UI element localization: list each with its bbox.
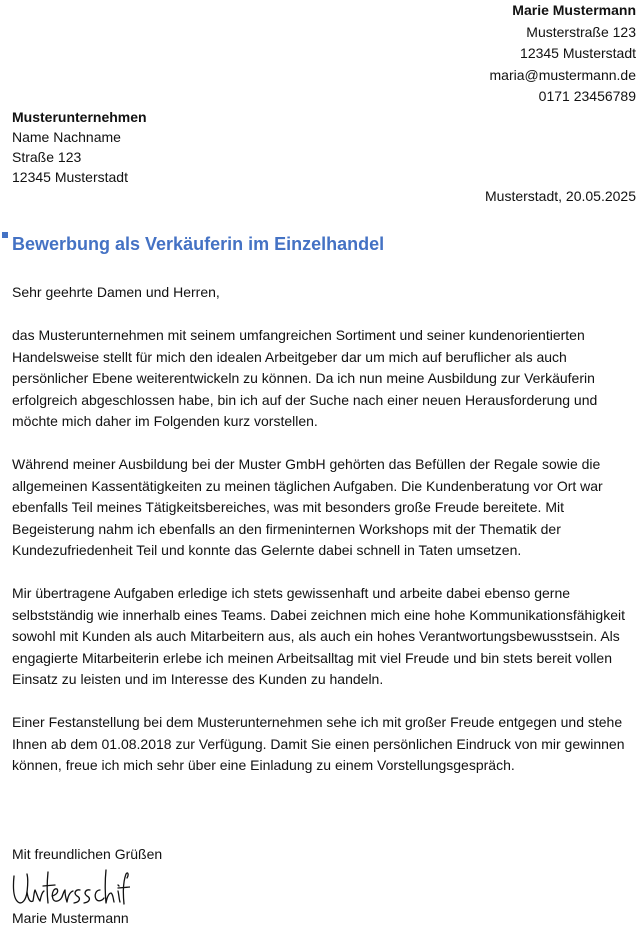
subject-line: Bewerbung als Verkäuferin im Einzelhandel [12, 234, 385, 254]
recipient-block [12, 107, 147, 187]
paragraph-skills: Mir übertragene Aufgaben erledige ich stets gewissenhaft und arbeite dabei ebenso gerne selbstständig wie innerhalb eines Teams. Dabei zeichnen mich eine hohe Kommunikationsfähigkeit sowohl mit Kunden als auch Mitarbeitern aus, als auch ein hohes Verantwortungsbewusstsein. Als engagierte Mitarbeiterin erlebe ich meinen Arbeitsalltag mit viel Freude und bin stets bereit vollen Einsatz zu leisten und im Interesse des Kunden zu handeln. [12, 585, 625, 687]
sender-email: maria@mustermann.de [489, 66, 636, 83]
recipient-contact: Name Nachname [12, 129, 121, 145]
recipient-city: 12345 Musterstadt [12, 169, 128, 185]
recipient-company: Musterunternehmen [12, 109, 147, 125]
closing: Mit freundlichen Grüßen [12, 846, 163, 862]
sender-name: Marie Mustermann [512, 2, 636, 18]
sender-street: Musterstraße 123 [526, 23, 636, 40]
paragraph-availability: Einer Festanstellung bei dem Musterunternehmen sehe ich mit großer Freude entgegen und stehe Ihnen ab dem 01.08.2018 zur Verfügung. Damit Sie einen persönlichen Eindruck von mir gewinnen können, freue ich mich sehr über eine Einladung zu einem Vorstellungsgespräch. [12, 714, 625, 773]
signature-image [10, 866, 130, 910]
sender-phone: 0171 23456789 [538, 88, 636, 104]
signed-name: Marie Mustermann [12, 910, 129, 926]
paragraph-experience: Während meiner Ausbildung bei der Muster GmbH gehörten das Befüllen der Regale sowie die allgemeinen Kassentätigkeiten zu meinen täglichen Aufgaben. Die Kundenberatung vor Ort war ebenfalls Teil meines Tätigkeitsbereiches, was mit besonders große Freude bereitete. Mit Begeisterung nahm ich ebenfalls an den firmeninternen Workshops mit der Thematik der Kundezufriedenheit Teil und konnte das Gelernte dabei schnell in Taten umsetzen. [12, 456, 603, 558]
salutation: Sehr geehrte Damen und Herren, [12, 284, 220, 300]
sender-block [490, 0, 637, 108]
recipient-street: Straße 123 [12, 149, 82, 165]
subject-marker [2, 232, 8, 238]
paragraph-intro: das Musterunternehmen mit seinem umfangreichen Sortiment und seiner kundenorientierten Handelsweise stellt für mich den idealen Arbeitgeber dar um mich auf beruflicher als auch persönlicher Ebene weiterentwickeln zu können. Da ich nun meine Ausbildung zur Verkäuferin erfolgreich abgeschlossen habe, bin ich auf der Suche nach einer neuen Herausforderung und möchte mich daher im Folgenden kurz vorstellen. [12, 327, 598, 429]
sender-city: 12345 Musterstadt [520, 45, 636, 61]
letter-body [12, 282, 637, 798]
letter-date: Musterstadt, 20.05.2025 [485, 188, 636, 204]
